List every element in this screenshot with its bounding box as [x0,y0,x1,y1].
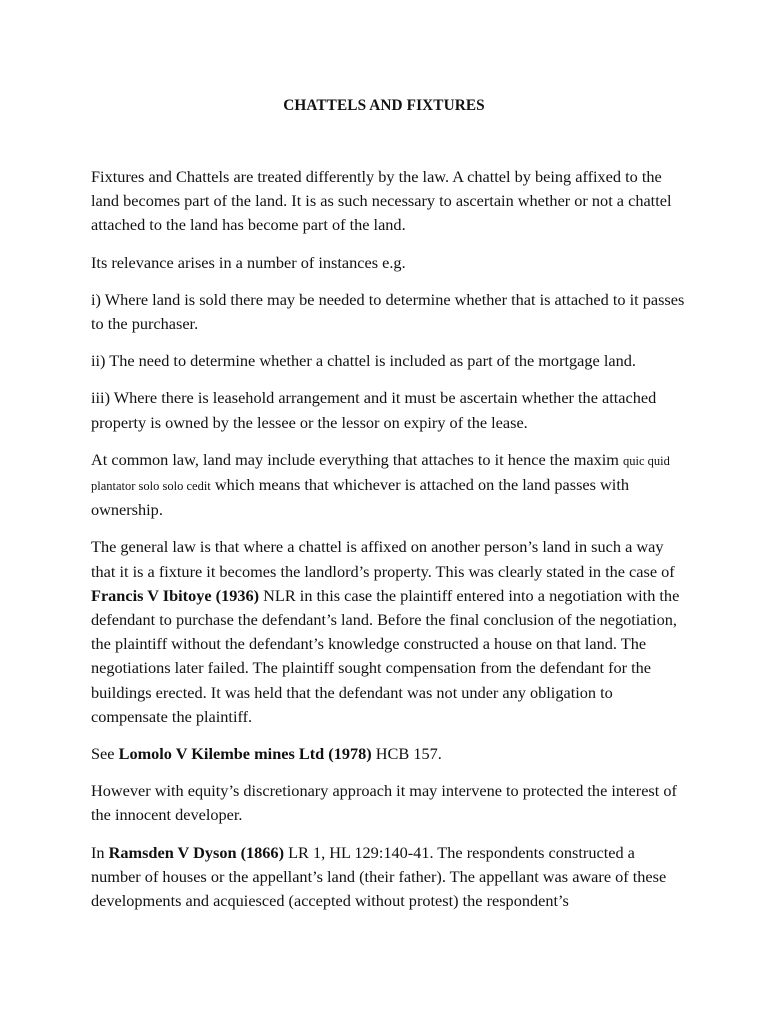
text-segment: LR 1, HL 129:140-41. The respondents constructed a number of houses or the appellant’s land (their father). The appellant was aware of these developments and acquiesced (accepted without protest) the respondent’s [91,842,667,911]
paragraph-equity: However with equity’s discretionary approach it may intervene to protected the interest of the innocent developer. [91,781,677,825]
text-segment: At common law, land may include everything that attaches to it hence the maxim [91,449,623,469]
latin-maxim: quic quid plantator solo solo cedit [91,453,670,494]
paragraph-instance-1: i) Where land is sold there may be needed to determine whether that is attached to it passes to the purchaser. [91,289,685,334]
text-segment: See [91,744,119,764]
case-name-lomolo: Lomolo V Kilembe mines Ltd (1978) [118,744,372,764]
paragraph-see-also [91,742,687,766]
text-segment: The general law is that where a chattel is affixed on another person’s land in such a way that it is a fixture it becomes the landlord’s property. This was clearly stated in the case of [91,537,675,581]
text-segment: NLR in this case the plaintiff entered into a negotiation with the defendant to purchase the defendant’s land. Before the final conclusion of the negotiation, the plaintiff without the defendant’s knowledge constructed a house on that land. The negotiations later failed. The plaintiff sought compensation from the defendant for the buildings erected. It was held that the defendant was not under any obligation to compensate the plaintiff. [91,585,680,726]
case-name-ramsden: Ramsden V Dyson (1866) [108,842,284,862]
text-segment: which means that whichever is attached on the land passes with ownership. [91,475,629,520]
paragraph-intro: Fixtures and Chattels are treated differently by the law. A chattel by being affixed to the land becomes part of the land. It is as such necessary to ascertain whether or not a chattel attached to the land has become part of the land. [91,167,672,235]
paragraph-relevance: Its relevance arises in a number of instances e.g. [91,252,406,272]
text-segment: In [91,842,109,862]
paragraph-ramsden [91,841,687,914]
document-title: CHATTELS AND FIXTURES [283,97,485,114]
paragraph-common-law [91,448,687,523]
paragraph-instance-2: ii) The need to determine whether a chattel is included as part of the mortgage land. [91,351,636,371]
case-name-francis: Francis V Ibitoye (1936) [91,585,260,605]
document-body [91,165,687,926]
paragraph-instance-3: iii) Where there is leasehold arrangement and it must be ascertain whether the attached property is owned by the lessee or the lessor on expiry of the lease. [91,388,657,432]
text-segment: HCB 157. [371,744,442,764]
paragraph-general-law [91,535,687,729]
